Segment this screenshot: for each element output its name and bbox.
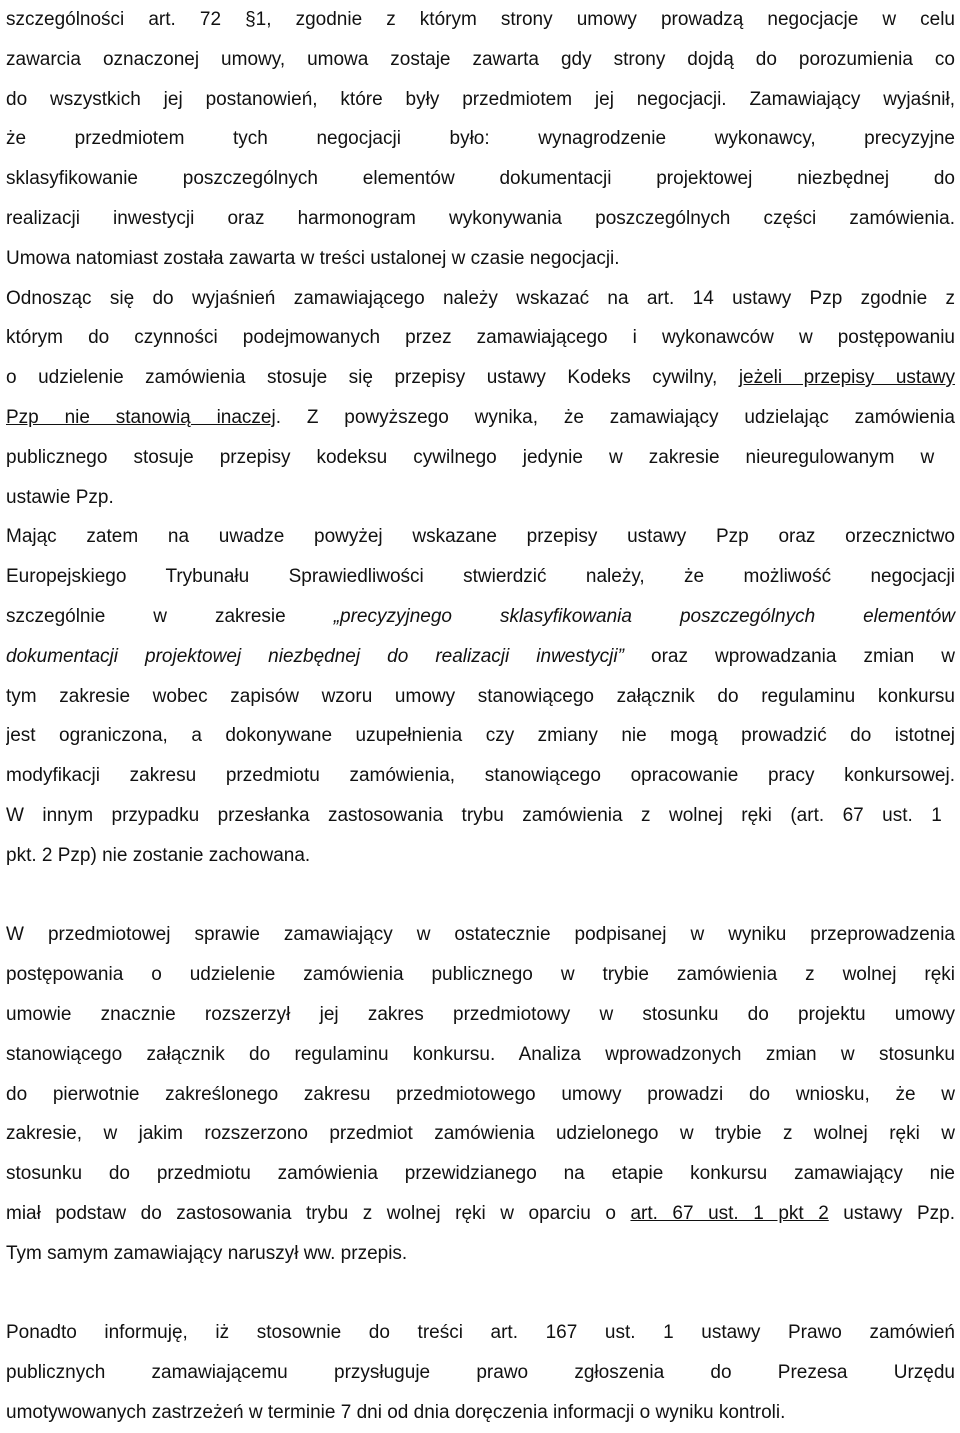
text-line: pkt. 2 Pzp) nie zostanie zachowana. — [6, 844, 311, 866]
text-segment: szczególnie w zakresie — [6, 605, 334, 627]
text-line: Europejskiego Trybunału Sprawiedliwości stwierdzić należy, że możliwość negocjacji — [6, 566, 955, 588]
text-line: do wszystkich jej postanowień, które były przedmiotem jej negocjacji. Zamawiający wyjaśnił, — [6, 88, 955, 110]
text-line: Odnosząc się do wyjaśnień zamawiającego należy wskazać na art. 14 ustawy Pzp zgodnie z — [6, 287, 955, 309]
text-line: ustawie Pzp. — [6, 486, 114, 508]
paragraph-objection-right — [6, 1313, 956, 1432]
text-line — [6, 1194, 956, 1234]
text-line: W przedmiotowej sprawie zamawiający w ostatecznie podpisanej w wyniku przeprowadzenia — [6, 924, 955, 946]
text-line: Ponadto informuję, iż stosownie do treści art. 167 ust. 1 ustawy Prawo zamówień — [6, 1322, 955, 1344]
text-line: szczególności art. 72 §1, zgodnie z którym strony umowy prowadzą negocjacje w celu — [6, 9, 955, 30]
paragraph-eu-court — [6, 517, 956, 875]
text-line: modyfikacji zakresu przedmiotu zamówienia, stanowiącego opracowanie pracy konkursowej. — [6, 765, 955, 787]
text-line: publicznych zamawiającemu przysługuje prawo zgłoszenia do Prezesa Urzędu — [6, 1362, 955, 1384]
underlined-text: art. 67 ust. 1 pkt 2 — [630, 1202, 829, 1224]
text-line: sklasyfikowanie poszczególnych elementów dokumentacji projektowej niezbędnej do — [6, 168, 955, 190]
text-line: stosunku do przedmiotu zamówienia przewidzianego na etapie konkursu zamawiający nie — [6, 1163, 955, 1185]
paragraph-spacer — [6, 876, 956, 916]
text-line: realizacji inwestycji oraz harmonogram wykonywania poszczególnych części zamówienia. — [6, 207, 955, 229]
italic-quote: dokumentacji projektowej niezbędnej do realizacji inwestycji” — [6, 645, 624, 667]
text-line: Mając zatem na uwadze powyżej wskazane przepisy ustawy Pzp oraz orzecznictwo — [6, 526, 955, 548]
text-line — [6, 358, 956, 398]
paragraph-findings — [6, 915, 956, 1273]
text-line: publicznego stosuje przepisy kodeksu cywilnego jedynie w zakresie nieuregulowanym w — [6, 446, 935, 468]
text-segment: miał podstaw do zastosowania trybu z wolnej ręki w oparciu o — [6, 1202, 631, 1224]
text-line — [6, 398, 956, 438]
text-segment: ustawy Pzp. — [828, 1202, 955, 1224]
text-line: zakresie, w jakim rozszerzono przedmiot zamówienia udzielonego w trybie z wolnej ręki w — [6, 1123, 955, 1145]
text-line — [6, 597, 956, 637]
paragraph-negotiations — [6, 0, 956, 279]
text-line: umowie znacznie rozszerzył jej zakres przedmiotowy w stosunku do projektu umowy — [6, 1003, 955, 1025]
text-line: umotywowanych zastrzeżeń w terminie 7 dni od dnia doręczenia informacji o wyniku kontroli. — [6, 1401, 786, 1423]
text-line: stanowiącego załącznik do regulaminu konkursu. Analiza wprowadzonych zmian w stosunku — [6, 1043, 955, 1065]
text-segment: o udzielenie zamówienia stosuje się przepisy ustawy Kodeks cywilny, — [6, 367, 739, 389]
text-line: że przedmiotem tych negocjacji było: wynagrodzenie wykonawcy, precyzyjne — [6, 128, 955, 150]
text-line: którym do czynności podejmowanych przez zamawiającego i wykonawców w postępowaniu — [6, 327, 955, 349]
underlined-text: jeżeli przepisy ustawy — [738, 367, 955, 389]
underlined-text: Pzp nie stanowią inaczej — [6, 406, 276, 428]
text-line: postępowania o udzielenie zamówienia publicznego w trybie zamówienia z wolnej ręki — [6, 964, 955, 986]
paragraph-art-14 — [6, 279, 956, 518]
text-segment: oraz wprowadzania zmian w — [623, 645, 955, 667]
text-line: Umowa natomiast została zawarta w treści ustalonej w czasie negocjacji. — [6, 247, 620, 269]
text-segment: . Z powyższego wynika, że zamawiający udzielając zamówienia — [275, 406, 955, 428]
text-line: Tym samym zamawiający naruszył ww. przepis. — [6, 1242, 408, 1264]
paragraph-spacer — [6, 1274, 956, 1314]
text-line: W innym przypadku przesłanka zastosowania trybu zamówienia z wolnej ręki (art. 67 ust. 1 — [6, 804, 942, 826]
italic-quote: „precyzyjnego sklasyfikowania poszczególnych elementów — [333, 605, 955, 627]
text-line: do pierwotnie zakreślonego zakresu przedmiotowego umowy prowadzi do wniosku, że w — [6, 1083, 955, 1105]
text-line: tym zakresie wobec zapisów wzoru umowy stanowiącego załącznik do regulaminu konkursu — [6, 685, 955, 707]
text-line — [6, 637, 956, 677]
text-line: zawarcia oznaczonej umowy, umowa zostaje zawarta gdy strony dojdą do porozumienia co — [6, 48, 955, 70]
text-line: jest ograniczona, a dokonywane uzupełnienia czy zmiany nie mogą prowadzić do istotnej — [6, 725, 955, 747]
